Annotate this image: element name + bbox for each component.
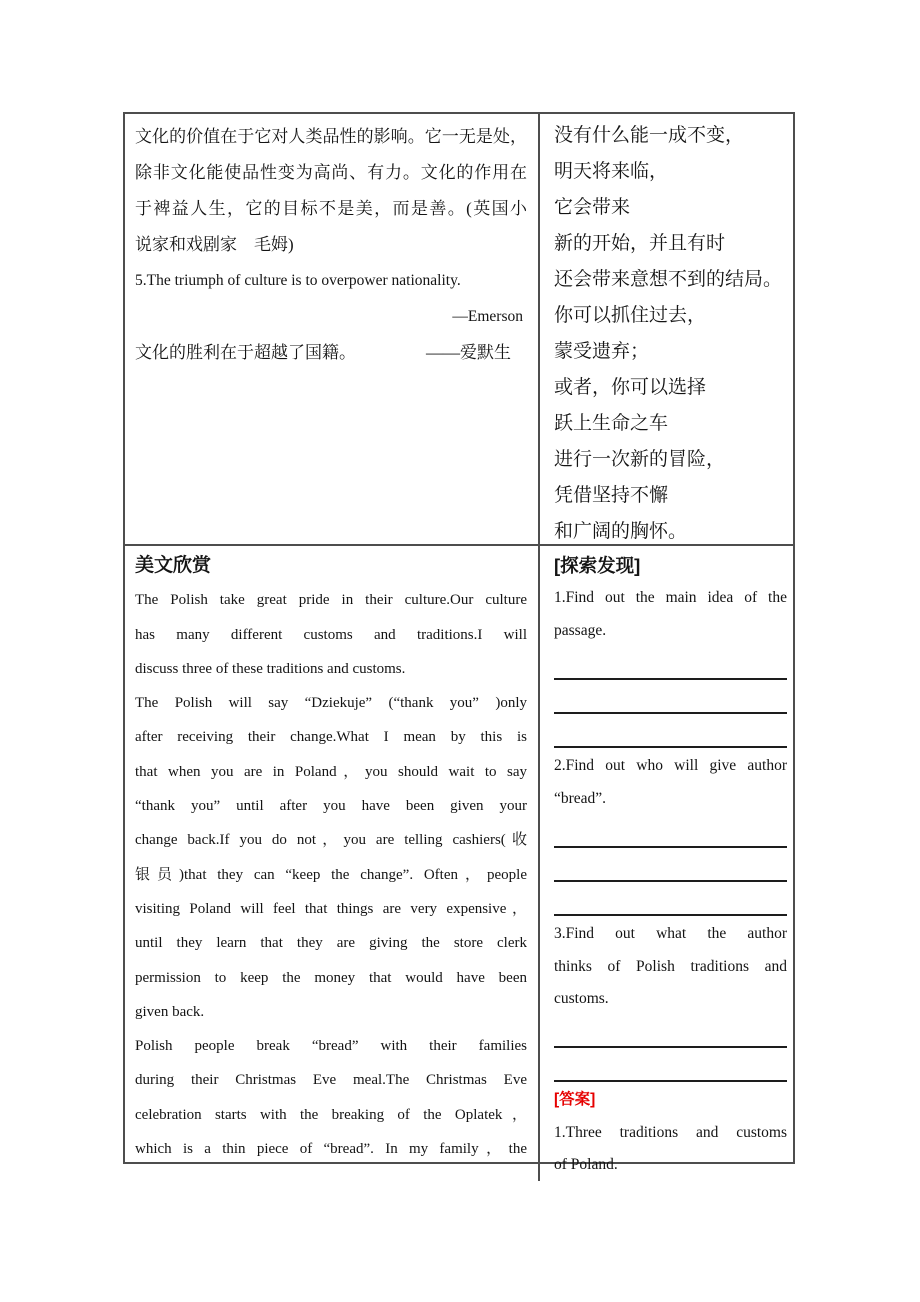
question-line: 2.Find out who will give author [554, 757, 787, 775]
poem-line: 和广阔的胸怀。 [554, 521, 688, 542]
question-line: 1.Find out the main idea of the [554, 589, 787, 607]
quote-cn-line: 文化的价值在于它对人类品性的影响。它一无是处， [135, 127, 527, 146]
blank-answer-line [554, 815, 787, 847]
essay-line: discuss three of these traditions and customs. [135, 660, 406, 677]
poem-line: 还会带来意想不到的结局。 [554, 269, 783, 290]
essay-line: change back.If you do not，you are telling cashiers(收 [135, 832, 527, 849]
question-line: 3.Find out what the author [554, 925, 787, 943]
quote-cn-line: 说家和戏剧家 毛姆) [135, 235, 294, 254]
explore-heading: [探索发现] [554, 555, 641, 576]
essay-heading: 美文欣赏 [135, 555, 212, 576]
essay-line: Polish people break “bread” with their families [135, 1038, 527, 1055]
poem-line: 或者，你可以选择 [554, 377, 707, 398]
question-line: “bread”. [554, 789, 607, 807]
blank-answer-line [554, 884, 787, 916]
poem-line: 新的开始，并且有时 [554, 233, 726, 254]
essay-line: given back. [135, 1003, 205, 1020]
essay-line: permission to keep the money that would have been [135, 969, 527, 986]
poem-line: 它会带来 [554, 197, 631, 218]
poem-line: 没有什么能一成不变， [554, 125, 745, 146]
poem-line: 明天将来临， [554, 161, 669, 182]
quote-attribution-english: —Emerson [452, 308, 523, 325]
quote-attribution-chinese: ——爱默生 [426, 343, 511, 362]
poem-line: 跃上生命之车 [554, 413, 669, 434]
quote-cn-line: 于裨益人生，它的目标不是美，而是善。(英国小 [135, 199, 527, 218]
essay-line: visiting Poland will feel that things are very expensive， [135, 900, 527, 917]
culture-quotes-cell [125, 114, 540, 546]
blank-answer-line [554, 716, 787, 748]
question-line: thinks of Polish traditions and [554, 957, 787, 975]
answer-heading: [答案] [554, 1091, 596, 1109]
quote-cn-line: 除非文化能使品性变为高尚、有力。文化的作用在 [135, 163, 527, 182]
poem-line: 进行一次新的冒险， [554, 449, 726, 470]
poem-cell [540, 114, 793, 546]
explore-cell [540, 546, 793, 1181]
essay-line: after receiving their change.What I mean by this is [135, 729, 527, 746]
blank-answer-line [554, 647, 787, 679]
essay-line: “thank you” until after you have been given your [135, 798, 527, 815]
essay-line: The Polish take great pride in their culture.Our culture [135, 592, 527, 609]
blank-answer-line [554, 1050, 787, 1082]
essay-line: that when you are in Poland，you should wait to say [135, 763, 527, 780]
essay-line: until they learn that they are giving the store clerk [135, 935, 527, 952]
answer-line: of Poland. [554, 1156, 618, 1174]
blank-answer-line [554, 850, 787, 882]
poem-line: 你可以抓住过去， [554, 305, 707, 326]
poem-line: 凭借坚持不懈 [554, 485, 669, 506]
question-line: passage. [554, 621, 607, 639]
essay-line: during their Christmas Eve meal.The Christmas Eve [135, 1072, 527, 1089]
quote-translation-line [135, 335, 527, 371]
question-line: customs. [554, 990, 609, 1008]
answer-line: 1.Three traditions and customs [554, 1123, 787, 1141]
essay-cell [125, 546, 540, 1181]
essay-line: celebration starts with the breaking of the Oplatek， [135, 1106, 527, 1123]
poem-line: 蒙受遗弃； [554, 341, 650, 362]
quote-english: 5.The triumph of culture is to overpower nationality. [135, 272, 461, 289]
blank-answer-line [554, 682, 787, 714]
essay-line: The Polish will say “Dziekuje” (“thank you” )only [135, 695, 527, 712]
blank-answer-line [554, 1015, 787, 1047]
quote-translation-text: 文化的胜利在于超越了国籍。 [135, 343, 356, 362]
worksheet-table [123, 112, 795, 1174]
essay-line: 银员)that they can “keep the change”. Often，people [135, 866, 527, 883]
essay-line: has many different customs and traditions.I will [135, 626, 527, 643]
essay-line: which is a thin piece of “bread”. In my family，the [135, 1141, 527, 1158]
